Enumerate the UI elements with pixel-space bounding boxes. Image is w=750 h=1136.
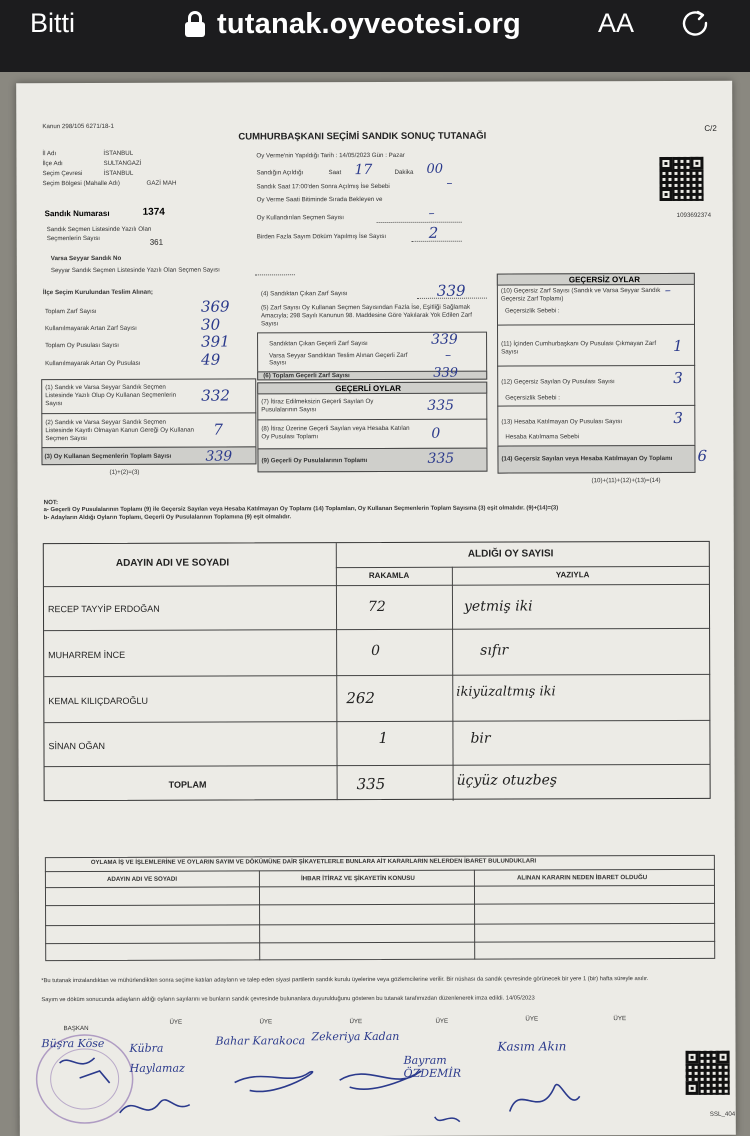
notes-title: NOT: — [43, 499, 59, 507]
recount-value: 2 — [428, 223, 439, 242]
invalid-ballots-label: (12) Geçersiz Sayılan Oy Pusulası Sayısı — [501, 378, 615, 386]
total-valid-envelopes-value: 339 — [433, 365, 459, 381]
candidate-votes-words: yetmiş iki — [463, 598, 533, 615]
queue-label: Oy Verme Saati Bitiminde Sırada Bekleyen ve — [256, 195, 383, 204]
candidates-table — [43, 541, 711, 801]
vote-date: Oy Verme'nin Yapıldığı Tarih : 14/05/2023 Gün : Pazar — [256, 151, 405, 160]
invalid-ballots-reason: Geçersizlik Sebebi : — [505, 394, 560, 402]
member-signature: Kübra Haylamaz — [129, 1041, 185, 1075]
total-valid-envelopes-label: (6) Toplam Geçerli Zarf Sayısı — [263, 372, 350, 380]
objection-ballots-value: 0 — [431, 425, 441, 442]
province-label: İl Adı — [42, 150, 57, 158]
total-voters-value: 339 — [205, 448, 233, 465]
queue-voters-label: Oy Kullandırılan Seçmen Sayısı — [256, 214, 345, 222]
burned-envelopes-label: (5) Zarf Sayısı Oy Kullanan Seçmen Sayısından Fazla İse, Eşitliği Sağlamak Amacıyla; 298 Sayılı Kanunun 98. Maddesine Göre Yakılarak Yok Edilen Zarf Sayısı — [260, 303, 472, 328]
late-open-label: Sandık Saat 17:00'den Sonra Açılmış İse Sebebi — [256, 182, 390, 191]
member-label: ÜYE — [259, 1018, 273, 1026]
candidate-name-header: ADAYIN ADI VE SOYADI — [115, 557, 230, 569]
valid-ballots-value: 335 — [427, 397, 455, 414]
footer-declaration: Sayım ve döküm sonucunda adayların aldığı oyların sayılarını ve bunların sandık çevresinde bulunanlara duyurulduğunu gösteren bu tutanak tarafımızdan düzenlenerek imza edildi. 14/05/2023 — [41, 995, 535, 1004]
region-label: Seçim Bölgesi (Mahalle Adı) — [42, 179, 120, 188]
listed-voters-value: 332 — [201, 386, 230, 405]
right-formula: (10)+(11)+(12)+(13)=(14) — [591, 477, 661, 485]
votes-header: ALDIĞI OY SAYISI — [467, 548, 554, 560]
district-label: İlçe Adı — [42, 160, 63, 168]
box-number-value: 1374 — [142, 206, 165, 218]
text-size-button[interactable]: AA — [598, 8, 635, 38]
note-a: a- Geçerli Oy Pusulalarının Toplamı (9) ile Geçersiz Sayılan veya Hesaba Katılmayan Oy Toplamı (14) Toplamları, Oy Kullanan Seçmenlerin Toplam Sayısına (3) eşit olmalıdır. (9)+(14)=(3) — [43, 505, 559, 514]
member-label: ÜYE — [169, 1018, 183, 1026]
region-value: GAZİ MAH — [146, 179, 177, 187]
member-signature: Kasım Akın — [497, 1039, 567, 1054]
objection-ballots-label: (8) İtiraz Üzerine Geçerli Sayılan veya Hesaba Katılan Oy Pusulası Toplamı — [261, 424, 410, 441]
total-words: üçyüz otuzbeş — [456, 772, 558, 789]
unused-ballots-value: 49 — [201, 350, 221, 369]
member-label: ÜYE — [525, 1015, 539, 1023]
candidate-votes-words: bir — [470, 730, 491, 747]
done-button[interactable]: Bitti — [30, 8, 76, 38]
hour-value: 17 — [354, 162, 373, 179]
complaint-decision-header: ALINAN KARARIN NEDEN İBARET OLDUĞU — [516, 874, 648, 882]
reload-icon[interactable] — [680, 8, 710, 38]
late-open-value: – — [446, 175, 453, 190]
browser-toolbar — [0, 0, 750, 72]
candidate-votes-digits: 72 — [367, 598, 386, 616]
candidate-votes-digits: 1 — [378, 728, 389, 747]
unused-envelopes-label: Kullanılmayarak Artan Zarf Sayısı — [45, 324, 137, 333]
member-label: ÜYE — [349, 1018, 363, 1026]
listed-voters-label: (1) Sandık ve Varsa Seyyar Sandık Seçmen Listesinde Yazılı Olup Oy Kullanan Seçmenlerin Sayısı — [45, 383, 177, 408]
empty-envelopes-label: (11) İçinden Cumhurbaşkanı Oy Pusulası Çıkmayan Zarf Sayısı — [501, 340, 657, 356]
unused-envelopes-value: 30 — [200, 315, 221, 334]
unlisted-voters-value: 7 — [213, 420, 223, 439]
address-bar[interactable] — [185, 6, 521, 42]
invalid-ballots-value: 3 — [673, 368, 683, 387]
note-b: b- Adayların Aldığı Oyların Toplamı, Geçerli Oy Pusulalarının Toplamına (9) eşit olmalıdır. — [43, 514, 292, 522]
page-code: C/2 — [704, 123, 717, 133]
candidate-votes-digits: 0 — [371, 642, 381, 660]
footer-note: *Bu tutanak imzalandıktan ve mühürlendikten sonra seçime katılan adayların ve talep eden siyasi partilerin sandık kurulu üyelerine veya gözlemcilerine verilir. Bir nüshası da sandık çevresinde görünecek bir yere 1 (bir) hafta süreyle asılır. — [41, 976, 649, 985]
minute-value: 00 — [426, 161, 444, 177]
member-label: ÜYE — [613, 1015, 627, 1023]
total-invalid-value: 6 — [697, 446, 708, 465]
candidate-name: KEMAL KILIÇDAROĞLU — [48, 695, 149, 707]
total-valid-ballots-label: (9) Geçerli Oy Pusulalarının Toplamı — [261, 457, 368, 465]
candidate-votes-digits: 262 — [346, 689, 375, 708]
queue-voters-value: – — [428, 205, 435, 220]
valid-envelopes-out-value: 339 — [431, 331, 458, 348]
mobile-valid-envelopes-label: Varsa Seyyar Sandıktan Teslim Alınan Geçerli Zarf Sayısı — [269, 351, 408, 367]
candidate-name: SİNAN OĞAN — [48, 740, 106, 752]
total-digits: 335 — [356, 774, 386, 794]
member-label: ÜYE — [435, 1017, 449, 1025]
bottom-qr-code-icon — [686, 1051, 730, 1095]
registered-voters-value: 361 — [149, 237, 164, 247]
complaint-subject-header: İHBAR İTİRAZ VE ŞİKAYETİN KONUSU — [300, 874, 415, 883]
invalid-envelopes-value: – — [664, 282, 671, 297]
invalid-envelopes-label: (10) Geçersiz Zarf Sayısı (Sandık ve Varsa Seyyar Sandık Geçersiz Zarf Toplamı) — [500, 287, 661, 303]
invalid-votes-header: GEÇERSİZ OYLAR — [568, 275, 640, 285]
total-valid-ballots-value: 335 — [427, 450, 455, 467]
mobile-box-label: Varsa Seyyar Sandık No — [50, 254, 122, 263]
envelopes-out-value: 339 — [436, 281, 466, 300]
total-invalid-label: (14) Geçersiz Sayılan veya Hesaba Katılmayan Oy Toplamı — [501, 454, 673, 463]
constituency-value: İSTANBUL — [103, 169, 134, 177]
total-label: TOPLAM — [168, 779, 207, 790]
member-signature: Bahar Karakoca — [215, 1034, 306, 1048]
barcode-number: 1093692374 — [676, 211, 712, 219]
ballot-report-document — [16, 81, 736, 1136]
uncounted-ballots-value: 3 — [673, 408, 683, 427]
uncounted-ballots-reason: Hesaba Katılmama Sebebi — [505, 433, 580, 441]
words-header: YAZIYLA — [555, 570, 590, 580]
total-envelopes-label: Toplam Zarf Sayısı — [44, 307, 97, 316]
complaint-candidate-header: ADAYIN ADI VE SOYADI — [106, 875, 178, 883]
lock-icon — [185, 11, 205, 37]
received-header: İlçe Seçim Kurulundan Teslim Alınan; — [42, 288, 153, 297]
district-value: SULTANGAZİ — [103, 159, 142, 167]
total-ballots-value: 391 — [201, 332, 230, 351]
complaints-title: OYLAMA İŞ VE İŞLEMLERİNE VE OYLARIN SAYIM VE DÖKÜMÜNE DAİR ŞİKAYETLERLE BUNLARA AİT KARARLARIN NELERDEN İBARET BULUNDUKLARI — [90, 858, 537, 866]
qr-code-icon — [659, 157, 703, 201]
chair-signature: Büşra Köse — [41, 1036, 105, 1051]
hour-label: Saat — [328, 169, 342, 177]
law-code: Kanun 298/105 6271/18-1 — [42, 122, 114, 131]
province-value: İSTANBUL — [103, 149, 134, 157]
opened-label: Sandığın Açıldığı — [256, 169, 304, 177]
invalid-envelopes-reason: Geçersizlik Sebebi : — [504, 307, 560, 315]
candidate-votes-words: sıfır — [480, 642, 509, 659]
uncounted-ballots-label: (13) Hesaba Katılmayan Oy Pusulası Sayısı — [501, 418, 623, 426]
minute-label: Dakika — [394, 168, 414, 176]
digits-header: RAKAMLA — [368, 570, 410, 581]
registered-voters-label: Sandık Seçmen Listesinde Yazılı Olan Seçmenlerin Sayısı — [46, 225, 152, 243]
recount-label: Birden Fazla Sayım Döküm Yapılmış İse Sayısı — [256, 232, 387, 241]
valid-ballots-label: (7) İtiraz Edilmeksizin Geçerli Sayılan Oy Pusulalarının Sayısı — [261, 398, 374, 414]
empty-envelopes-value: 1 — [673, 336, 683, 355]
document-title: CUMHURBAŞKANI SEÇİMİ SANDIK SONUÇ TUTANAĞI — [238, 130, 487, 143]
signature-scribbles — [40, 1041, 680, 1133]
ssl-code: SSL_404 — [709, 1110, 736, 1118]
member-signature: Bayram ÖZDEMİR — [403, 1053, 462, 1080]
constituency-label: Seçim Çevresi — [42, 170, 83, 178]
mobile-valid-envelopes-value: – — [445, 347, 452, 362]
envelopes-out-label: (4) Sandıktan Çıkan Zarf Sayısı — [260, 290, 348, 298]
box-number-label: Sandık Numarası — [44, 208, 110, 219]
unused-ballots-label: Kullanılmayarak Artan Oy Pusulası — [45, 359, 141, 368]
valid-envelopes-out-label: Sandıktan Çıkan Geçerli Zarf Sayısı — [269, 340, 368, 348]
chair-label: BAŞKAN — [63, 1025, 89, 1033]
valid-votes-header: GEÇERLİ OYLAR — [335, 383, 402, 394]
candidate-name: RECEP TAYYİP ERDOĞAN — [47, 603, 160, 615]
total-ballots-label: Toplam Oy Pusulası Sayısı — [45, 341, 120, 350]
member-signature: Zekeriya Kadan — [311, 1029, 400, 1044]
mobile-box-voters-label: Seyyar Sandık Seçmen Listesinde Yazılı Olan Seçmen Sayısı — [50, 266, 220, 275]
total-voters-label: (3) Oy Kullanan Seçmenlerin Toplam Sayısı — [44, 452, 172, 461]
candidate-name: MUHARREM İNCE — [48, 649, 126, 661]
total-envelopes-value: 369 — [200, 297, 230, 316]
unlisted-voters-label: (2) Sandık ve Varsa Seyyar Sandık Seçmen Listesinde Kayıtlı Olmayan Kanun Gereği Oy Kullanan Seçmen Sayısı — [45, 418, 194, 443]
candidate-votes-words: ikiyüzaltmış iki — [456, 684, 556, 700]
left-formula: (1)+(2)=(3) — [109, 468, 140, 476]
url-text: tutanak.oyveotesi.org — [217, 7, 521, 40]
